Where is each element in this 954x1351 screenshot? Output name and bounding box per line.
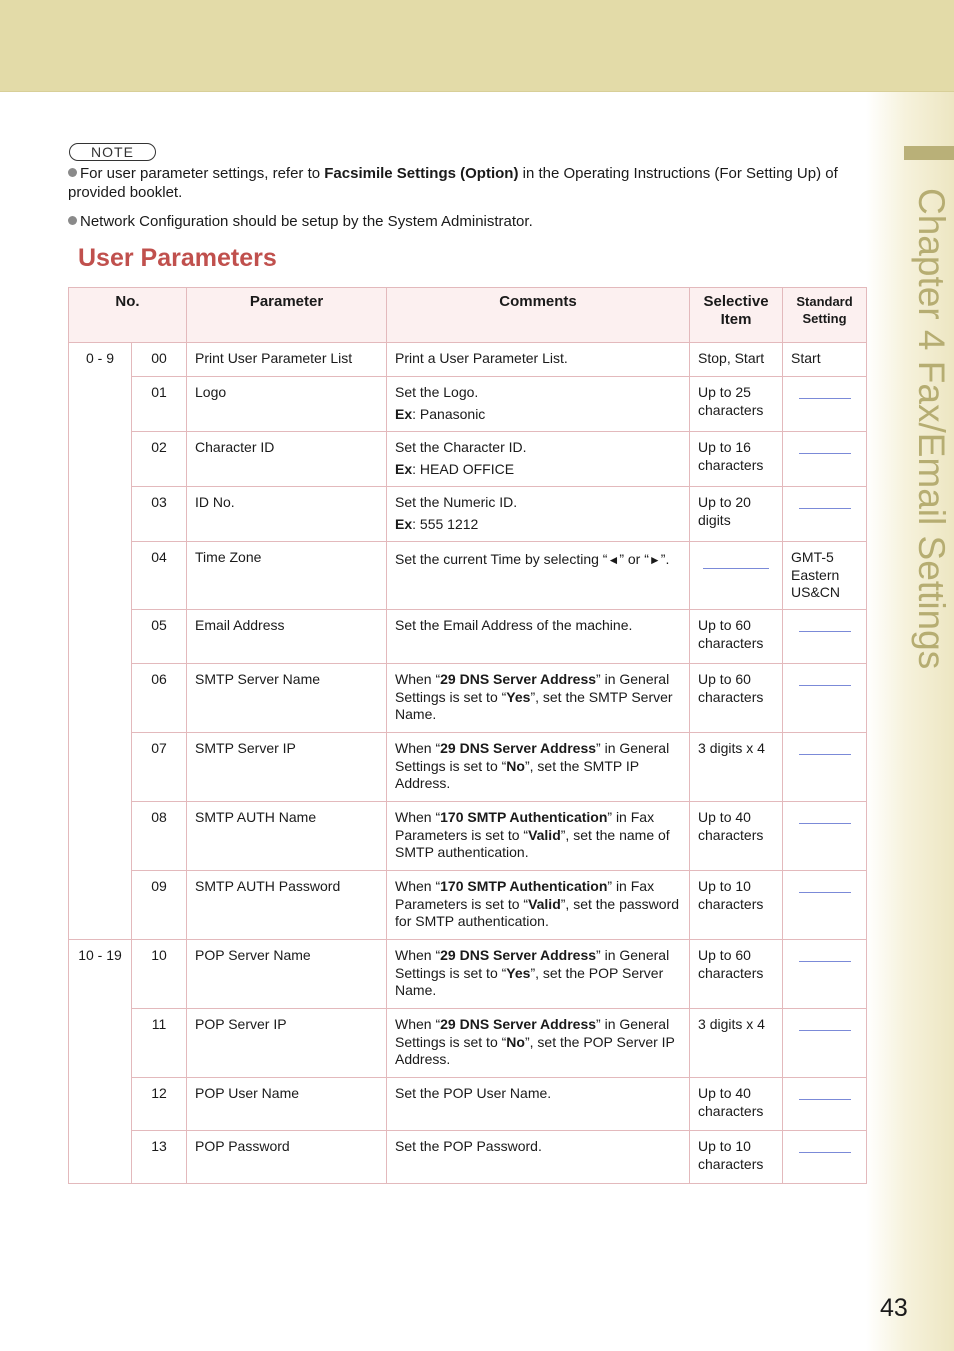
row-comment: Set the Logo. Ex: Panasonic: [387, 377, 690, 432]
row-selective: Up to 40 characters: [690, 802, 783, 871]
row-parameter: POP Server IP: [187, 1009, 387, 1078]
table-row: [69, 432, 867, 487]
row-comment: Print a User Parameter List.: [387, 343, 690, 377]
row-selective: Up to 60 characters: [690, 610, 783, 664]
row-number: 07: [132, 733, 187, 802]
row-standard: [783, 610, 867, 664]
row-parameter: Email Address: [187, 610, 387, 664]
note-badge: NOTE: [69, 143, 156, 161]
row-number: 13: [132, 1131, 187, 1184]
blank-line: [799, 398, 851, 399]
row-standard: Start: [783, 343, 867, 377]
row-parameter: SMTP AUTH Password: [187, 871, 387, 940]
user-parameters-table: [68, 287, 867, 1184]
row-standard: [783, 1131, 867, 1184]
row-number: 03: [132, 487, 187, 542]
row-comment: Set the current Time by selecting “◄” or “►”.: [387, 542, 690, 610]
chapter-marker-bar: [904, 146, 954, 160]
table-row: [69, 1078, 867, 1131]
blank-line: [799, 892, 851, 893]
row-parameter: SMTP Server IP: [187, 733, 387, 802]
row-parameter: POP Server Name: [187, 940, 387, 1009]
row-parameter: Time Zone: [187, 542, 387, 610]
table-row: [69, 1131, 867, 1184]
row-selective: 3 digits x 4: [690, 1009, 783, 1078]
row-standard: [783, 802, 867, 871]
row-number: 00: [132, 343, 187, 377]
row-comment: Set the Character ID. Ex: HEAD OFFICE: [387, 432, 690, 487]
row-comment: When “29 DNS Server Address” in General Settings is set to “Yes”, set the SMTP Server Name.: [387, 664, 690, 733]
row-comment: When “29 DNS Server Address” in General Settings is set to “No”, set the POP Server IP Address.: [387, 1009, 690, 1078]
row-parameter: POP User Name: [187, 1078, 387, 1131]
table-row: [69, 802, 867, 871]
row-number: 10: [132, 940, 187, 1009]
row-comment: Set the Email Address of the machine.: [387, 610, 690, 664]
row-selective: Up to 25 characters: [690, 377, 783, 432]
table-header-row: [69, 288, 867, 343]
blank-line: [799, 453, 851, 454]
blank-line: [799, 823, 851, 824]
row-selective: Up to 40 characters: [690, 1078, 783, 1131]
row-standard: [783, 1009, 867, 1078]
row-standard: [783, 664, 867, 733]
row-selective: [690, 542, 783, 610]
blank-line: [799, 685, 851, 686]
blank-line: [799, 754, 851, 755]
table-row: [69, 1009, 867, 1078]
table-row: [69, 610, 867, 664]
table-row: [69, 871, 867, 940]
table-row: [69, 343, 867, 377]
row-comment: Set the Numeric ID. Ex: 555 1212: [387, 487, 690, 542]
row-standard: [783, 733, 867, 802]
row-standard: [783, 940, 867, 1009]
table-row: [69, 487, 867, 542]
group-label: 0 - 9: [69, 343, 132, 940]
row-number: 08: [132, 802, 187, 871]
row-parameter: Logo: [187, 377, 387, 432]
right-arrow-icon: ►: [648, 553, 661, 567]
row-number: 09: [132, 871, 187, 940]
row-selective: Up to 10 characters: [690, 1131, 783, 1184]
blank-line: [799, 631, 851, 632]
header-parameter: Parameter: [187, 288, 387, 343]
row-selective: Up to 20 digits: [690, 487, 783, 542]
blank-line: [799, 1099, 851, 1100]
blank-line: [799, 1152, 851, 1153]
bullet-icon: [68, 168, 77, 177]
row-comment: When “29 DNS Server Address” in General Settings is set to “No”, set the SMTP IP Address.: [387, 733, 690, 802]
row-selective: Up to 10 characters: [690, 871, 783, 940]
row-selective: 3 digits x 4: [690, 733, 783, 802]
note-item-2: Network Configuration should be setup by the System Administrator.: [68, 212, 858, 231]
blank-line: [799, 1030, 851, 1031]
row-standard: [783, 871, 867, 940]
row-selective: Stop, Start: [690, 343, 783, 377]
row-number: 11: [132, 1009, 187, 1078]
blank-line: [799, 508, 851, 509]
note-item-1: For user parameter settings, refer to Facsimile Settings (Option) in the Operating Instructions (For Setting Up) of provided booklet.: [68, 165, 838, 201]
row-standard: [783, 487, 867, 542]
table-row: [69, 940, 867, 1009]
row-comment: When “170 SMTP Authentication” in Fax Parameters is set to “Valid”, set the name of SMTP authentication.: [387, 802, 690, 871]
row-number: 01: [132, 377, 187, 432]
header-band: [0, 0, 954, 92]
row-comment: When “170 SMTP Authentication” in Fax Parameters is set to “Valid”, set the password for SMTP authentication.: [387, 871, 690, 940]
header-standard-setting: Standard Setting: [783, 288, 867, 343]
header-no: No.: [69, 288, 187, 343]
blank-line: [703, 568, 769, 569]
section-title: User Parameters: [78, 244, 277, 272]
page-number: 43: [880, 1294, 908, 1322]
row-selective: Up to 60 characters: [690, 664, 783, 733]
bullet-icon: [68, 216, 77, 225]
row-number: 02: [132, 432, 187, 487]
row-parameter: POP Password: [187, 1131, 387, 1184]
header-selective-item: Selective Item: [690, 288, 783, 343]
row-standard: [783, 377, 867, 432]
row-parameter: Character ID: [187, 432, 387, 487]
row-standard: [783, 1078, 867, 1131]
row-comment: When “29 DNS Server Address” in General Settings is set to “Yes”, set the POP Server Name.: [387, 940, 690, 1009]
left-arrow-icon: ◄: [607, 553, 620, 567]
blank-line: [799, 961, 851, 962]
row-parameter: Print User Parameter List: [187, 343, 387, 377]
table-row: [69, 664, 867, 733]
header-comments: Comments: [387, 288, 690, 343]
row-parameter: SMTP AUTH Name: [187, 802, 387, 871]
group-label: 10 - 19: [69, 940, 132, 1184]
table-row: [69, 733, 867, 802]
row-selective: Up to 16 characters: [690, 432, 783, 487]
row-selective: Up to 60 characters: [690, 940, 783, 1009]
row-parameter: SMTP Server Name: [187, 664, 387, 733]
row-number: 05: [132, 610, 187, 664]
row-number: 12: [132, 1078, 187, 1131]
row-comment: Set the POP Password.: [387, 1131, 690, 1184]
table-row: [69, 542, 867, 610]
table-row: [69, 377, 867, 432]
row-standard: GMT-5 Eastern US&CN: [783, 542, 867, 610]
chapter-title: Chapter 4 Fax/Email Settings: [911, 188, 952, 670]
row-number: 06: [132, 664, 187, 733]
row-number: 04: [132, 542, 187, 610]
row-comment: Set the POP User Name.: [387, 1078, 690, 1131]
row-standard: [783, 432, 867, 487]
row-parameter: ID No.: [187, 487, 387, 542]
